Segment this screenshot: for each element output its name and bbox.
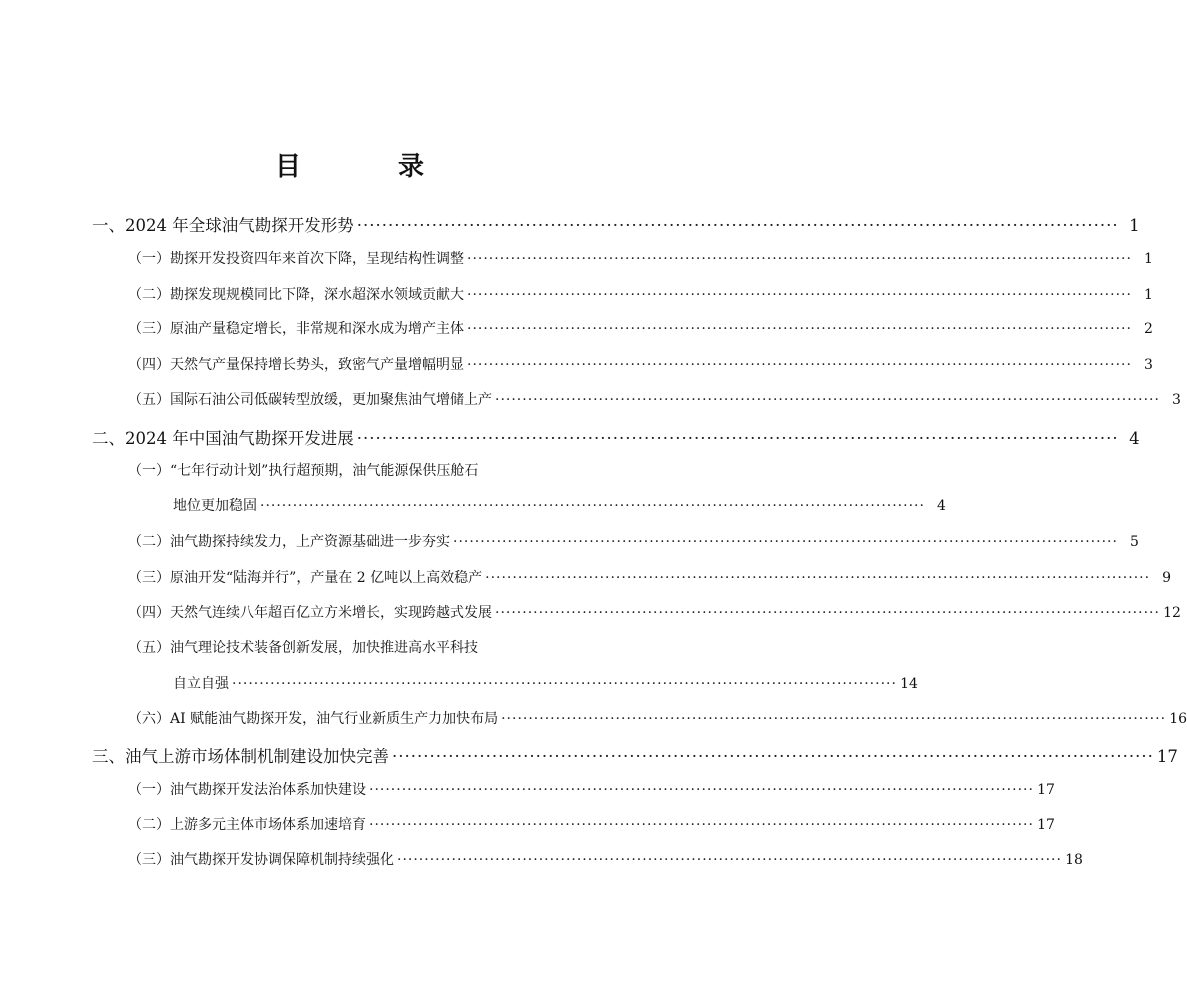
toc-entry-page: 1 [1129, 216, 1140, 235]
dot-leader: ·························································································································· [467, 287, 1132, 303]
toc-entry-label: （二）勘探发现规模同比下降，深水超深水领域贡献大 [128, 287, 464, 303]
toc-entry-label: （六）AI 赋能油气勘探开发，油气行业新质生产力加快布局 [128, 711, 499, 727]
toc-entry-label: （三）油气勘探开发协调保障机制持续强化 [128, 852, 394, 868]
toc-entry-label: （一）油气勘探开发法治体系加快建设 [128, 782, 366, 798]
toc-entry[interactable] [128, 460, 606, 480]
dot-leader: ·························································································································· [397, 852, 1062, 868]
toc-entry-page: 3 [1172, 392, 1181, 408]
toc-entry[interactable] [128, 284, 1153, 304]
toc-entry-label: （二）上游多元主体市场体系加速培育 [128, 817, 366, 833]
toc-entry-label: 二、2024 年中国油气勘探开发进展 [92, 429, 354, 448]
dot-leader: ·························································································································· [467, 251, 1132, 267]
toc-entry-page: 4 [937, 498, 946, 514]
dot-leader: ·························································································································· [232, 676, 897, 692]
dot-leader: ·························································································································· [453, 534, 1118, 550]
toc-entry-page: 4 [1129, 429, 1140, 448]
toc-entry-page: 5 [1130, 534, 1139, 550]
toc-entry-page: 18 [1065, 852, 1083, 868]
dot-leader: ·························································································································· [467, 321, 1132, 337]
toc-entry-page: 17 [1156, 747, 1178, 766]
toc-entry-page: 9 [1162, 570, 1172, 586]
toc-entry[interactable] [128, 531, 1139, 551]
dot-leader: ·························································································································· [356, 216, 1119, 235]
dot-leader: ·························································································································· [495, 392, 1160, 408]
toc-entry-label: （一）“七年行动计划”执行超预期，油气能源保供压舱石 [128, 463, 479, 479]
toc-entry[interactable] [128, 567, 1172, 587]
toc-entry[interactable] [128, 814, 1055, 834]
toc-entry-label: 三、油气上游市场体制机制建设加快完善 [92, 747, 389, 766]
dot-leader: ·························································································································· [369, 817, 1034, 833]
toc-entry-page: 3 [1144, 357, 1153, 373]
dot-leader: ·························································································································· [392, 747, 1154, 766]
toc-entry-label: （四）天然气产量保持增长势头，致密气产量增幅明显 [128, 357, 464, 373]
toc-entry-label: （一）勘探开发投资四年来首次下降，呈现结构性调整 [128, 251, 464, 267]
dot-leader: ·························································································································· [260, 498, 925, 514]
toc-entry[interactable] [128, 389, 1181, 409]
toc-entry-label: 自立自强 [173, 676, 229, 692]
toc-entry-continuation[interactable] [173, 673, 918, 693]
toc-entry[interactable] [128, 318, 1153, 338]
toc-entry[interactable] [128, 248, 1153, 268]
toc-entry[interactable] [128, 849, 1083, 869]
dot-leader: ·························································································································· [467, 357, 1132, 373]
dot-leader: ·························································································································· [356, 429, 1119, 448]
toc-entry-page: 1 [1144, 251, 1153, 267]
toc-entry-page: 2 [1144, 321, 1153, 337]
dot-leader: ·························································································································· [369, 782, 1034, 798]
toc-entry-page: 16 [1169, 711, 1187, 727]
toc-entry[interactable] [128, 779, 1055, 799]
dot-leader: ·························································································································· [495, 605, 1160, 621]
toc-entry-label: 地位更加稳固 [173, 498, 257, 514]
toc-entry-page: 1 [1144, 287, 1153, 303]
toc-entry-label: （四）天然气连续八年超百亿立方米增长，实现跨越式发展 [128, 605, 492, 621]
toc-entry-page: 17 [1037, 817, 1055, 833]
toc-entry[interactable] [128, 637, 606, 657]
toc-entry-page: 14 [900, 676, 918, 692]
toc-entry[interactable] [128, 602, 1181, 622]
toc-entry-label: （五）国际石油公司低碳转型放缓，更加聚焦油气增储上产 [128, 392, 492, 408]
toc-entry[interactable] [92, 425, 1140, 449]
toc-entry-label: （五）油气理论技术装备创新发展，加快推进高水平科技 [128, 640, 478, 656]
toc-entry-page: 12 [1163, 605, 1181, 621]
toc-entry-label: （二）油气勘探持续发力，上产资源基础进一步夯实 [128, 534, 450, 550]
toc-entry-label: （三）原油开发“陆海并行”，产量在 2 亿吨以上高效稳产 [128, 570, 483, 586]
dot-leader: ·························································································································· [485, 570, 1151, 586]
toc-entry[interactable] [128, 708, 1187, 728]
toc-entry[interactable] [128, 354, 1153, 374]
page-title: 目 录 [274, 152, 469, 182]
toc-entry-continuation[interactable] [173, 495, 946, 515]
toc-entry-label: 一、2024 年全球油气勘探开发形势 [92, 216, 354, 235]
toc-entry-page: 17 [1037, 782, 1055, 798]
toc-entry[interactable] [92, 743, 1178, 767]
toc-entry[interactable] [92, 212, 1140, 236]
toc-entry-label: （三）原油产量稳定增长，非常规和深水成为增产主体 [128, 321, 464, 337]
dot-leader: ·························································································································· [501, 711, 1167, 727]
